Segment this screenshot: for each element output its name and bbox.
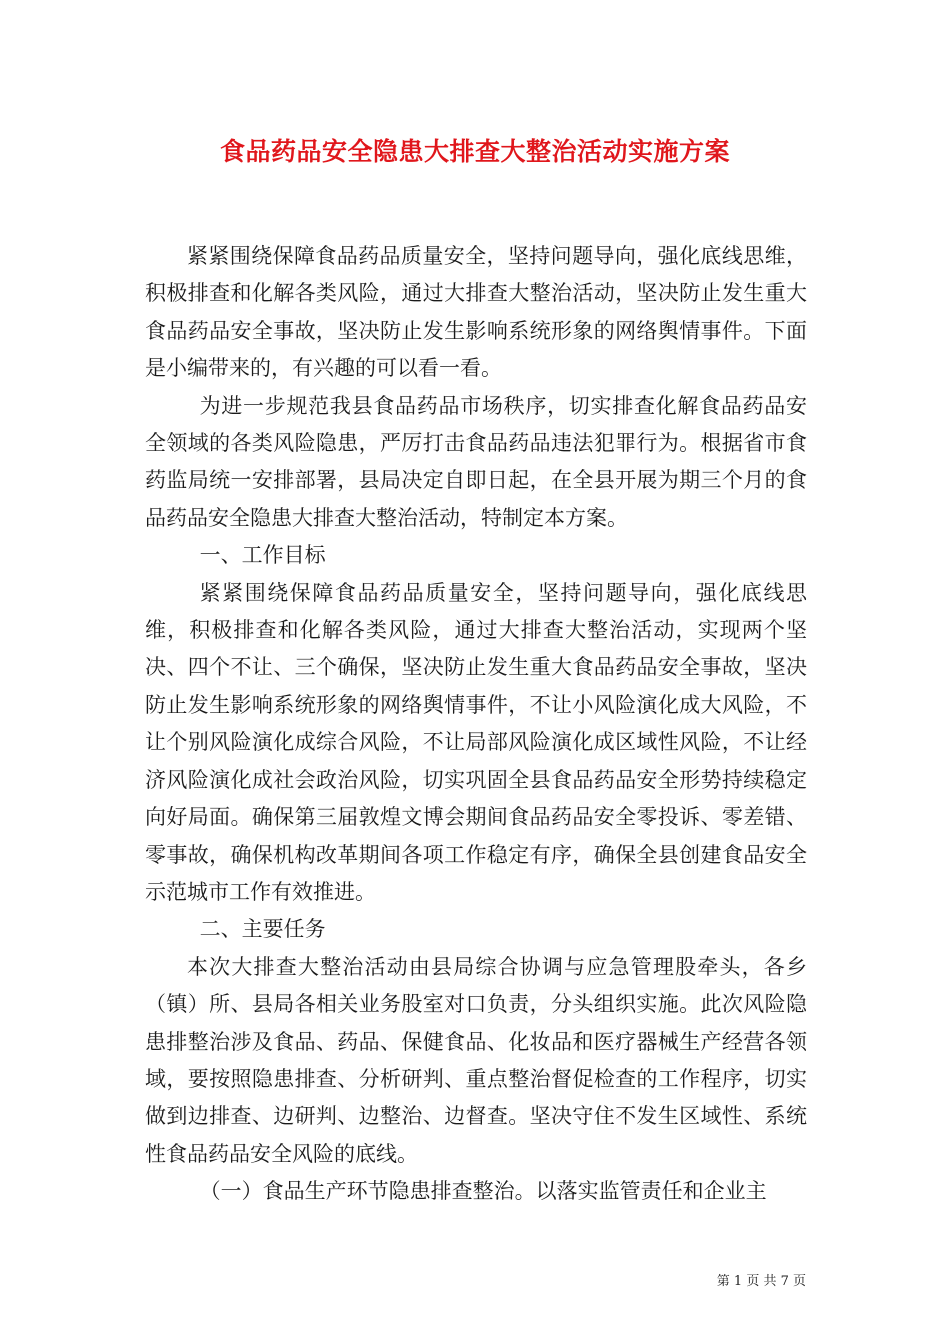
- document-body: [145, 238, 807, 1211]
- tasks-paragraph: 本次大排查大整治活动由县局综合协调与应急管理股牵头，各乡（镇）所、县局各相关业务股室对口负责，分头组织实施。此次风险隐患排整治涉及食品、药品、保健食品、化妆品和医疗器械生产经营各领域，要按照隐患排查、分析研判、重点整治督促检查的工作程序，切实做到边排查、边研判、边整治、边督查。坚决守住不发生区域性、系统性食品药品安全风险的底线。: [145, 954, 807, 1166]
- document-title: 食品药品安全隐患大排查大整治活动实施方案: [219, 137, 730, 166]
- section-heading-tasks: 二、主要任务: [199, 917, 326, 942]
- intro-paragraph: 紧紧围绕保障食品药品质量安全，坚持问题导向，强化底线思维，积极排查和化解各类风险，通过大排查大整治活动，坚决防止发生重大食品药品安全事故，坚决防止发生影响系统形象的网络舆情事件。下面是小编带来的，有兴趣的可以看一看。: [145, 244, 807, 381]
- goals-paragraph: 紧紧围绕保障食品药品质量安全，坚持问题导向，强化底线思维，积极排查和化解各类风险，通过大排查大整治活动，实现两个坚决、四个不让、三个确保，坚决防止发生重大食品药品安全事故，坚决防止发生影响系统形象的网络舆情事件，不让小风险演化成大风险，不让个别风险演化成综合风险，不让局部风险演化成区域性风险，不让经济风险演化成社会政治风险，切实巩固全县食品药品安全形势持续稳定向好局面。确保第三届敦煌文博会期间食品药品安全零投诉、零差错、零事故，确保机构改革期间各项工作稳定有序，确保全县创建食品安全示范城市工作有效推进。: [145, 580, 807, 904]
- purpose-paragraph: 为进一步规范我县食品药品市场秩序，切实排查化解食品药品安全领域的各类风险隐患，严厉打击食品药品违法犯罪行为。根据省市食药监局统一安排部署，县局决定自即日起，在全县开展为期三个月的食品药品安全隐患大排查大整治活动，特制定本方案。: [145, 393, 807, 530]
- page-number: 第 1 页 共 7 页: [716, 1274, 806, 1289]
- subsection-food-production: （一）食品生产环节隐患排查整治。以落实监管责任和企业主: [199, 1179, 767, 1204]
- section-heading-goals: 一、工作目标: [199, 543, 326, 568]
